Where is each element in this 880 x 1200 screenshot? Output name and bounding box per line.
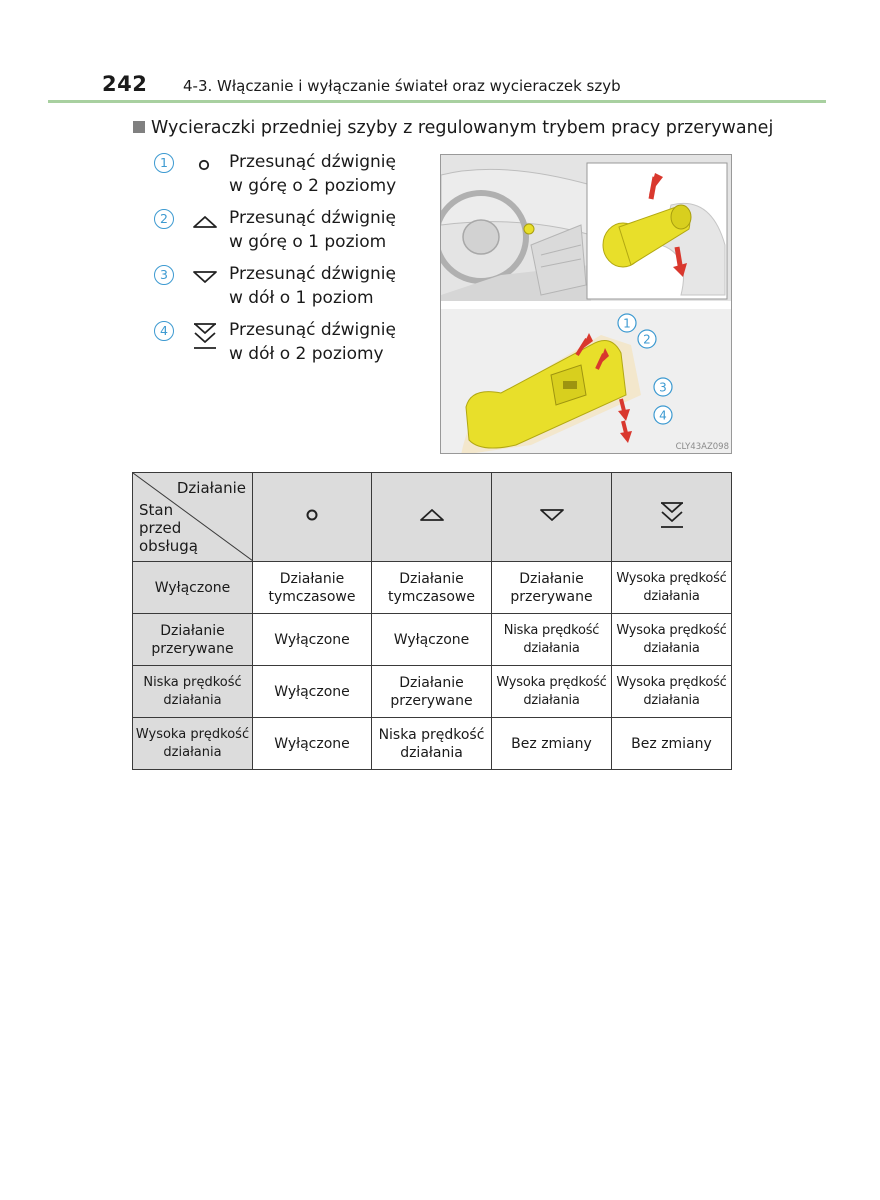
step-line: Przesunąć dźwignię <box>229 152 396 172</box>
table-cell <box>253 562 372 614</box>
table-cell <box>372 562 492 614</box>
triangle-up-symbol-icon <box>419 505 445 525</box>
callout-label: 1 <box>623 316 631 331</box>
step-line: Przesunąć dźwignię <box>229 264 396 284</box>
double-triangle-down-symbol-icon <box>659 500 685 530</box>
circle-symbol-icon <box>192 156 216 176</box>
cell-line: Wyłączone <box>274 735 350 752</box>
table-cell <box>372 614 492 666</box>
cell-line: Wysoka prędkość <box>616 570 727 586</box>
step-text <box>229 206 396 254</box>
page-number: 242 <box>102 72 148 96</box>
callout-4-icon <box>654 406 672 424</box>
step-line: Przesunąć dźwignię <box>229 320 396 340</box>
step-line: w dół o 2 poziomy <box>229 344 384 364</box>
header-rule <box>48 100 826 103</box>
cell-line: działania <box>643 692 700 708</box>
number-1-icon: 1 <box>154 153 174 173</box>
cell-line: Bez zmiany <box>511 735 592 752</box>
step-line: w dół o 1 poziom <box>229 288 374 308</box>
corner-state-line: przed <box>139 519 182 537</box>
cell-line: działania <box>523 640 580 656</box>
cell-line: Działanie <box>279 570 345 587</box>
cell-line: Działanie <box>399 570 464 587</box>
callout-3-icon <box>654 378 672 396</box>
cell-line: Wyłączone <box>274 631 350 648</box>
section-heading <box>133 118 773 138</box>
corner-state-line: obsługą <box>139 537 198 555</box>
step-line: w górę o 1 poziom <box>229 232 387 252</box>
step-item <box>154 265 404 317</box>
illustration-svg <box>441 155 732 454</box>
step-text <box>229 318 396 366</box>
cell-line: Działanie <box>519 570 584 587</box>
table-cell <box>612 718 732 770</box>
step-item <box>154 209 404 261</box>
table-row <box>133 666 732 718</box>
step-line: w górę o 2 poziomy <box>229 176 397 196</box>
cell-line: Działanie <box>160 622 225 639</box>
number-4-icon: 4 <box>154 321 174 341</box>
cell-line: Wysoka prędkość <box>616 674 727 690</box>
table-row <box>133 614 732 666</box>
table-cell <box>492 718 612 770</box>
step-item <box>154 153 404 205</box>
wiper-lever-illustration <box>440 154 732 454</box>
cell-line: przerywane <box>510 588 593 605</box>
triangle-down-symbol-icon <box>539 505 565 525</box>
cell-line: działania <box>523 692 580 708</box>
row-header <box>133 562 253 614</box>
cell-line: tymczasowe <box>388 588 475 605</box>
cell-line: działania <box>163 692 222 708</box>
cell-line: Działanie <box>399 674 464 691</box>
table-row <box>133 562 732 614</box>
cell-line: działania <box>163 744 222 760</box>
table-row <box>133 718 732 770</box>
corner-state-label <box>139 501 198 555</box>
column-header <box>612 473 732 562</box>
cell-line: przerywane <box>390 692 473 709</box>
double-triangle-down-symbol-icon <box>192 321 218 351</box>
cell-line: Niska prędkość <box>378 726 485 743</box>
number-3-icon: 3 <box>154 265 174 285</box>
cell-line: działania <box>400 744 463 761</box>
table-cell <box>253 666 372 718</box>
section-title: Wycieraczki przedniej szyby z regulowanym trybem pracy przerywanej <box>151 118 774 138</box>
triangle-down-symbol-icon <box>192 268 218 288</box>
step-text <box>229 150 396 198</box>
figure-code: CLY43AZ098 <box>675 442 729 452</box>
table-cell <box>612 614 732 666</box>
square-bullet-icon <box>133 121 145 133</box>
cell-line: Wysoka prędkość <box>616 622 727 638</box>
circle-symbol-icon <box>302 505 322 525</box>
table-cell <box>612 562 732 614</box>
table-cell <box>372 666 492 718</box>
cell-line: działania <box>643 640 700 656</box>
column-header <box>492 473 612 562</box>
table-cell <box>492 666 612 718</box>
cell-line: Wysoka prędkość <box>496 674 607 690</box>
table-cell <box>253 614 372 666</box>
corner-cell <box>133 473 253 562</box>
step-text <box>229 262 396 310</box>
table-cell <box>372 718 492 770</box>
cell-line: przerywane <box>151 640 234 657</box>
row-header <box>133 666 253 718</box>
corner-state-line: Stan <box>139 501 174 519</box>
cell-line: Bez zmiany <box>631 735 712 752</box>
table-cell <box>492 562 612 614</box>
wiper-mode-table <box>132 472 732 770</box>
callout-label: 2 <box>643 332 651 347</box>
table-cell <box>253 718 372 770</box>
callout-label: 3 <box>659 380 667 395</box>
column-header <box>372 473 492 562</box>
cell-line: Wyłączone <box>274 683 350 700</box>
column-header <box>253 473 372 562</box>
cell-line: Wysoka prędkość <box>135 726 250 742</box>
table-cell <box>612 666 732 718</box>
cell-line: Niska prędkość <box>503 622 600 638</box>
row-header <box>133 614 253 666</box>
cell-line: Wyłączone <box>154 579 231 596</box>
cell-line: działania <box>643 588 700 604</box>
table-cell <box>492 614 612 666</box>
callout-2-icon <box>638 330 656 348</box>
step-item <box>154 321 404 373</box>
table-header-row <box>133 473 732 562</box>
callout-label: 4 <box>659 408 667 423</box>
corner-action-label: Działanie <box>176 479 246 497</box>
row-header <box>133 718 253 770</box>
triangle-up-symbol-icon <box>192 212 218 232</box>
cell-line: tymczasowe <box>268 588 356 605</box>
number-2-icon: 2 <box>154 209 174 229</box>
cell-line: Wyłączone <box>393 631 470 648</box>
step-line: Przesunąć dźwignię <box>229 208 396 228</box>
chapter-title: 4-3. Włączanie i wyłączanie świateł oraz wycieraczek szyb <box>183 77 621 95</box>
callout-1-icon <box>618 314 636 332</box>
cell-line: Niska prędkość <box>143 674 242 690</box>
